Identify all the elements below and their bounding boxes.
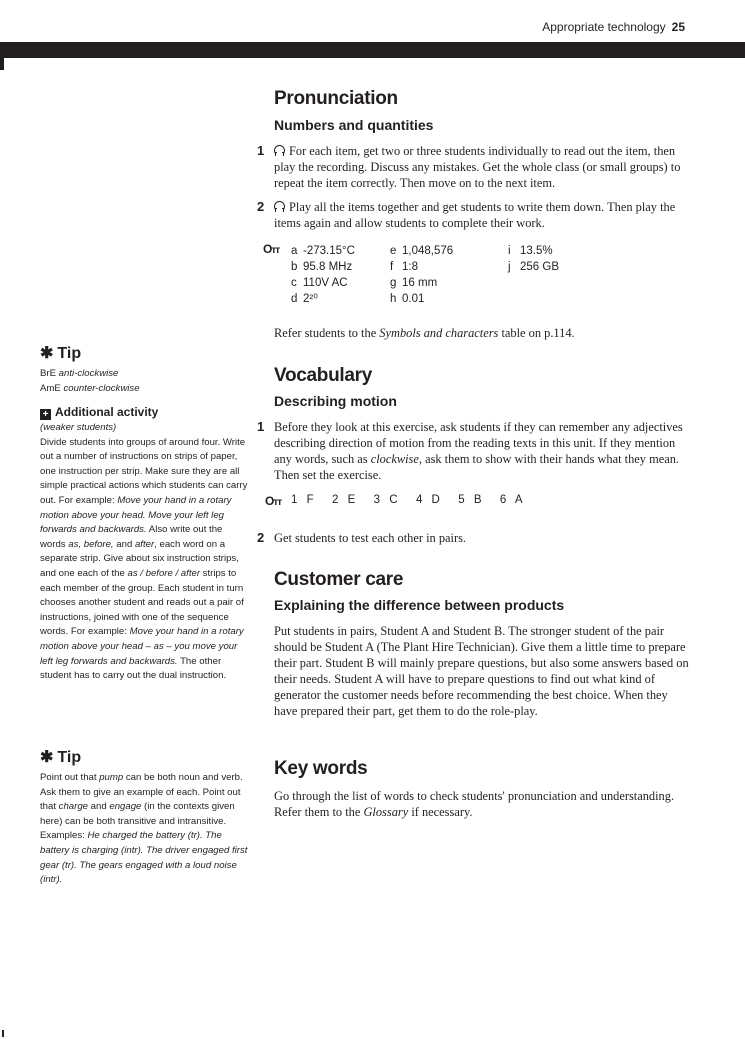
- answer-value: -273.15°C: [303, 245, 355, 257]
- additional-activity-content: (weaker students) Divide students into groups of around four. Write out a number of instructions on strips of paper, one instruction per strip. Make sure they are all simple practical actions which students can carry out. For example: Move your hand in a rotary motion above your head. Move your left leg forwards and backwards. Also write out the words as, before, and after, each word on a separate strip. Give about six instruction strips, and one each of the as / before / after strips to each member of the group. Each student in turn chooses another student and reads out a pair of instructions, joined with one of the sequence words. For example: Move your hand in a rotary motion above your head – as – you move your left leg forwards and backwards. The other student has to carry out the dual instruction.: [40, 422, 248, 682]
- tip-1-bre: BrE anti-clockwise: [40, 368, 119, 379]
- answers-column-3: [508, 243, 618, 275]
- customer-care-subtitle: Explaining the difference between products: [274, 597, 565, 613]
- vocabulary-item-1: Before they look at this exercise, ask students if they can remember any adjectives describing direction of motion from the reading texts in this unit. If they mention any words, such as clockwise, ask them to show with their hands what they mean. Then set the exercise.: [274, 420, 683, 482]
- additional-activity-subtitle: (weaker students): [40, 422, 117, 433]
- customer-care-title: Customer care: [274, 569, 404, 590]
- running-head-title: Appropriate technology: [542, 20, 666, 34]
- answer-letter: g: [390, 277, 397, 289]
- answer-letter: j: [508, 261, 511, 273]
- answer-letter: h: [390, 293, 397, 305]
- answer-value: 2²⁰: [303, 293, 318, 305]
- answer-value: 0.01: [402, 293, 425, 305]
- answers-column-1: [291, 243, 401, 307]
- tip-1-ame: AmE counter-clockwise: [40, 382, 140, 394]
- audio-icon: [274, 201, 285, 212]
- pronunciation-item-2-text: Play all the items together and get students to write them down. Then play the items again and allow students to complete their work.: [274, 200, 676, 230]
- pronunciation-item-1-text: For each item, get two or three students individually to read out the item, then play the recording. Discuss any mistakes. Get the whole class (or small groups) to repeat the item correctly. Then move on to the next item.: [274, 144, 681, 190]
- tip-1-content: [40, 367, 248, 396]
- pronunciation-item-2: [274, 199, 694, 231]
- vocabulary-key-answers: 1 F 2 E 3 C 4 D 5 B 6 A: [291, 494, 523, 506]
- answer-item: [390, 275, 500, 291]
- answer-letter: b: [291, 261, 298, 273]
- additional-activity-title: + Additional activity: [40, 405, 158, 420]
- answer-value: 1:8: [402, 261, 418, 273]
- customer-care-text: Put students in pairs, Student A and Student B. The stronger student of the pair should be Student A (The Plant Hire Technician). Give them a little time to prepare their part. Student B will mainly prepare questions, but also some answers based on their needs. Student A will have to prepare questions to find out what kind of generator the customer needs before recommending the best choice. When they have prepared their part, get them to do the role-play.: [274, 624, 689, 718]
- vocabulary-title: Vocabulary: [274, 365, 373, 386]
- pronunciation-reference: Refer students to the Symbols and characters table on p.114.: [274, 326, 575, 340]
- answer-item: [508, 259, 618, 275]
- answer-value: 1,048,576: [402, 245, 454, 257]
- tip-1-title: ✱ Tip: [40, 345, 82, 362]
- plus-icon: +: [40, 409, 51, 420]
- answer-item: [508, 243, 618, 259]
- answer-letter: f: [390, 261, 394, 273]
- answer-item: [390, 291, 500, 307]
- answer-letter: i: [508, 245, 511, 257]
- answer-item: [291, 243, 401, 259]
- answer-letter: a: [291, 245, 298, 257]
- vocabulary-subtitle: Describing motion: [274, 393, 397, 409]
- tip-2-content: Point out that pump can be both noun and verb. Ask them to give an example of each. Point out that charge and engage (in the contexts given here) can be both transitive and intransitive. Examples: He charged the battery (tr). The battery is charging (intr). The driver engaged first gear (tr). The gears engaged with a loud noise (intr).: [40, 772, 248, 886]
- answer-item: [291, 275, 401, 291]
- answer-key-icon: Oᴛᴛ: [265, 494, 282, 508]
- header-rule: [0, 42, 745, 58]
- vocabulary-item-2-number: 2: [257, 530, 265, 545]
- answer-letter: c: [291, 277, 297, 289]
- margin-mark: [2, 1030, 4, 1037]
- pronunciation-title: Pronunciation: [274, 88, 398, 109]
- answer-letter: e: [390, 245, 397, 257]
- page-number: 25: [671, 20, 685, 34]
- answer-key-icon: Oᴛᴛ: [263, 242, 280, 256]
- answer-value: 13.5%: [520, 245, 553, 257]
- tip-2-title: ✱ Tip: [40, 749, 82, 766]
- answer-value: 16 mm: [402, 277, 438, 289]
- star-icon: ✱: [40, 749, 54, 766]
- answer-letter: d: [291, 293, 298, 305]
- answer-item: [390, 259, 500, 275]
- key-words-text: Go through the list of words to check students' pronunciation and understanding. Refer them to the Glossary if necessary.: [274, 789, 675, 819]
- answer-value: 110V AC: [303, 277, 348, 289]
- pronunciation-item-2-number: 2: [257, 199, 265, 214]
- vocabulary-item-1-number: 1: [257, 419, 265, 434]
- star-icon: ✱: [40, 345, 54, 362]
- header-rule-edge: [0, 56, 4, 70]
- answer-value: 95.8 MHz: [303, 261, 353, 273]
- running-head: [542, 20, 685, 34]
- pronunciation-item-1-number: 1: [257, 143, 265, 158]
- key-words-title: Key words: [274, 758, 368, 779]
- answer-value: 256 GB: [520, 261, 559, 273]
- pronunciation-subtitle: Numbers and quantities: [274, 117, 434, 133]
- vocabulary-item-2-text: Get students to test each other in pairs.: [274, 531, 467, 545]
- answer-item: [291, 259, 401, 275]
- answer-item: [390, 243, 500, 259]
- answer-item: [291, 291, 401, 307]
- answers-column-2: [390, 243, 500, 307]
- pronunciation-item-1: [274, 143, 694, 191]
- audio-icon: [274, 145, 285, 156]
